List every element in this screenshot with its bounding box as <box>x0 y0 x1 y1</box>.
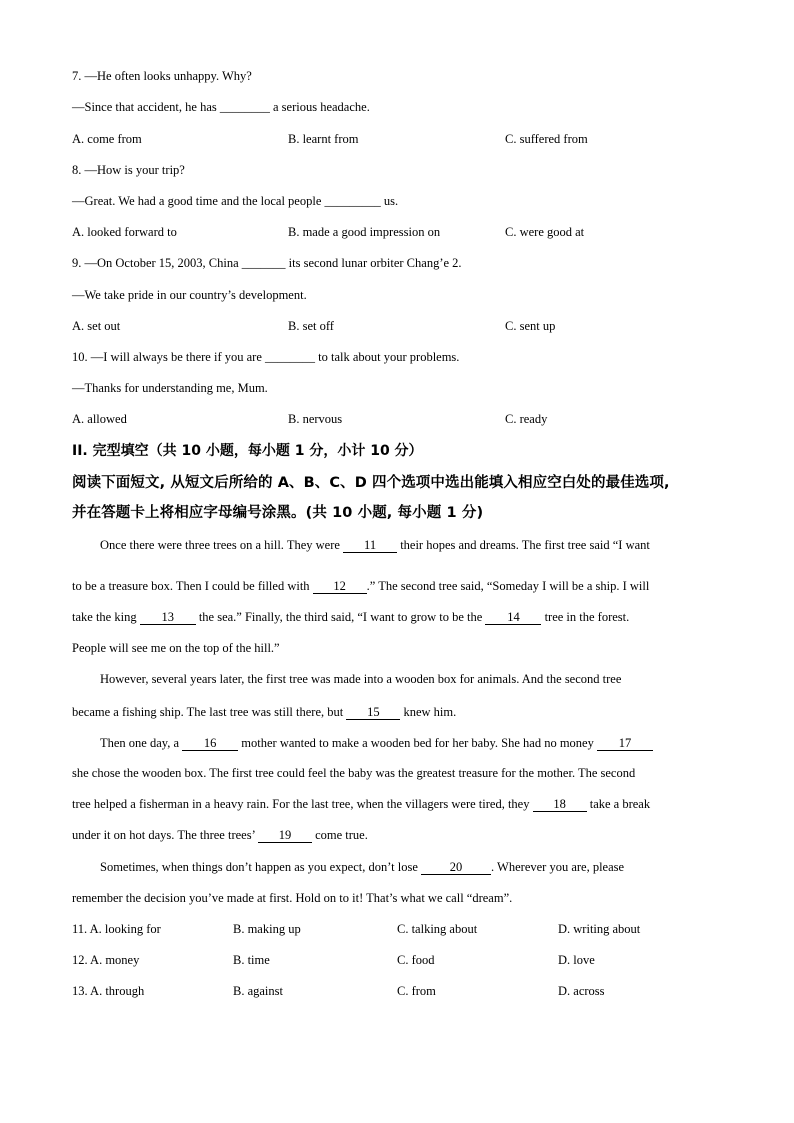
q10-blank: ________ <box>265 350 315 364</box>
passage-p3-line3 <box>72 796 650 812</box>
passage-p4-line2: remember the decision you’ve made at first. Hold on to it! That’s what we call “dream”. <box>72 891 513 905</box>
passage-text: under it on hot days. The three trees’ <box>72 828 258 842</box>
q8-line2-end: us. <box>380 194 399 208</box>
passage-text: .” The second tree said, “Someday I will be a ship. I will <box>366 579 650 593</box>
q9-line2: —We take pride in our country’s development. <box>72 288 307 302</box>
q12-option-b: B. time <box>233 953 270 967</box>
q8-option-a: A. looked forward to <box>72 225 177 239</box>
blank-13: 13 <box>140 610 196 625</box>
q8-option-b: B. made a good impression on <box>288 225 441 239</box>
section-heading: II. 完型填空（共 10 小题，每小题 1 分，小计 10 分） <box>72 443 423 459</box>
passage-text: Then one day, a <box>100 736 183 750</box>
q10-stem-end: to talk about your problems. <box>315 350 460 364</box>
q9-option-a: A. set out <box>72 319 121 333</box>
blank-18: 18 <box>533 797 587 812</box>
q7-option-a: A. come from <box>72 132 142 146</box>
blank-12: 12 <box>313 579 367 594</box>
q9-option-c: C. sent up <box>505 319 556 333</box>
q12-option-a: 12. A. money <box>72 953 140 967</box>
blank-20: 20 <box>421 860 491 875</box>
passage-text: tree in the forest. <box>541 610 630 624</box>
blank-17: 17 <box>597 736 653 751</box>
q13-option-a: 13. A. through <box>72 984 145 998</box>
passage-text: tree helped a fisherman in a heavy rain. For the last tree, when the villagers were tired, they <box>72 797 533 811</box>
q8-option-c: C. were good at <box>505 225 585 239</box>
passage-text: take a break <box>586 797 651 811</box>
blank-15: 15 <box>346 705 400 720</box>
q10-option-a: A. allowed <box>72 412 127 426</box>
q10-option-b: B. nervous <box>288 412 343 426</box>
passage-text: Once there were three trees on a hill. They were <box>100 538 344 552</box>
q12-option-c: C. food <box>397 953 435 967</box>
q9-blank: _______ <box>241 256 286 270</box>
q13-option-c: C. from <box>397 984 436 998</box>
blank-11: 11 <box>343 538 397 553</box>
passage-p1-line1 <box>100 537 650 553</box>
q7-line2-end: a serious headache. <box>269 100 370 114</box>
passage-text: their hopes and dreams. The first tree said “I want <box>397 538 650 552</box>
passage-p3-line2: she chose the wooden box. The first tree could feel the baby was the greatest treasure for the mother. The second <box>72 766 636 780</box>
q9-stem-end: its second lunar orbiter Chang’e 2. <box>285 256 462 270</box>
blank-16: 16 <box>182 736 238 751</box>
passage-p2-line1: However, several years later, the first tree was made into a wooden box for animals. And the second tree <box>100 672 622 686</box>
passage-p1-line2 <box>72 578 649 594</box>
q10-stem <box>72 349 459 365</box>
q8-stem: 8. —How is your trip? <box>72 163 185 177</box>
q9-option-b: B. set off <box>288 319 334 333</box>
passage-p1-line4: People will see me on the top of the hill.” <box>72 641 280 655</box>
passage-text: became a fishing ship. The last tree was still there, but <box>72 705 347 719</box>
passage-text: the sea.” Finally, the third said, “I want to grow to be the <box>195 610 486 624</box>
passage-p1-line3 <box>72 609 629 625</box>
q13-option-b: B. against <box>233 984 283 998</box>
passage-p2-line2 <box>72 704 456 720</box>
section-instruction-line1: 阅读下面短文, 从短文后所给的 A、B、C、D 四个选项中选出能填入相应空白处的最佳选项, <box>72 475 670 491</box>
q10-stem-start: 10. —I will always be there if you are <box>72 350 265 364</box>
q8-line2-start: —Great. We had a good time and the local people <box>72 194 325 208</box>
q7-line2-start: —Since that accident, he has <box>72 100 220 114</box>
q11-option-d: D. writing about <box>558 922 641 936</box>
q7-option-c: C. suffered from <box>505 132 588 146</box>
passage-text: take the king <box>72 610 140 624</box>
passage-p4-line1 <box>100 859 624 875</box>
q7-blank: ________ <box>219 100 270 114</box>
q7-option-b: B. learnt from <box>288 132 359 146</box>
passage-text: knew him. <box>400 705 457 719</box>
q8-line2 <box>72 193 398 209</box>
blank-19: 19 <box>258 828 312 843</box>
q9-stem <box>72 255 462 271</box>
q8-blank: _________ <box>324 194 381 208</box>
q10-option-c: C. ready <box>505 412 548 426</box>
passage-text: . Wherever you are, please <box>491 860 625 874</box>
q11-option-b: B. making up <box>233 922 301 936</box>
passage-text: Sometimes, when things don’t happen as you expect, don’t lose <box>100 860 422 874</box>
q11-option-c: C. talking about <box>397 922 478 936</box>
passage-text: mother wanted to make a wooden bed for her baby. She had no money <box>238 736 597 750</box>
blank-14: 14 <box>485 610 541 625</box>
q7-stem: 7. —He often looks unhappy. Why? <box>72 69 252 83</box>
passage-text: come true. <box>311 828 368 842</box>
q9-stem-start: 9. —On October 15, 2003, China <box>72 256 242 270</box>
passage-text: to be a treasure box. Then I could be filled with <box>72 579 313 593</box>
passage-p3-line1 <box>100 735 653 751</box>
section-instruction-line2: 并在答题卡上将相应字母编号涂黑。(共 10 小题, 每小题 1 分) <box>72 505 484 521</box>
q10-line2: —Thanks for understanding me, Mum. <box>72 381 268 395</box>
q13-option-d: D. across <box>558 984 605 998</box>
passage-p3-line4 <box>72 827 368 843</box>
q12-option-d: D. love <box>558 953 595 967</box>
q7-line2 <box>72 99 370 115</box>
q11-option-a: 11. A. looking for <box>72 922 161 936</box>
